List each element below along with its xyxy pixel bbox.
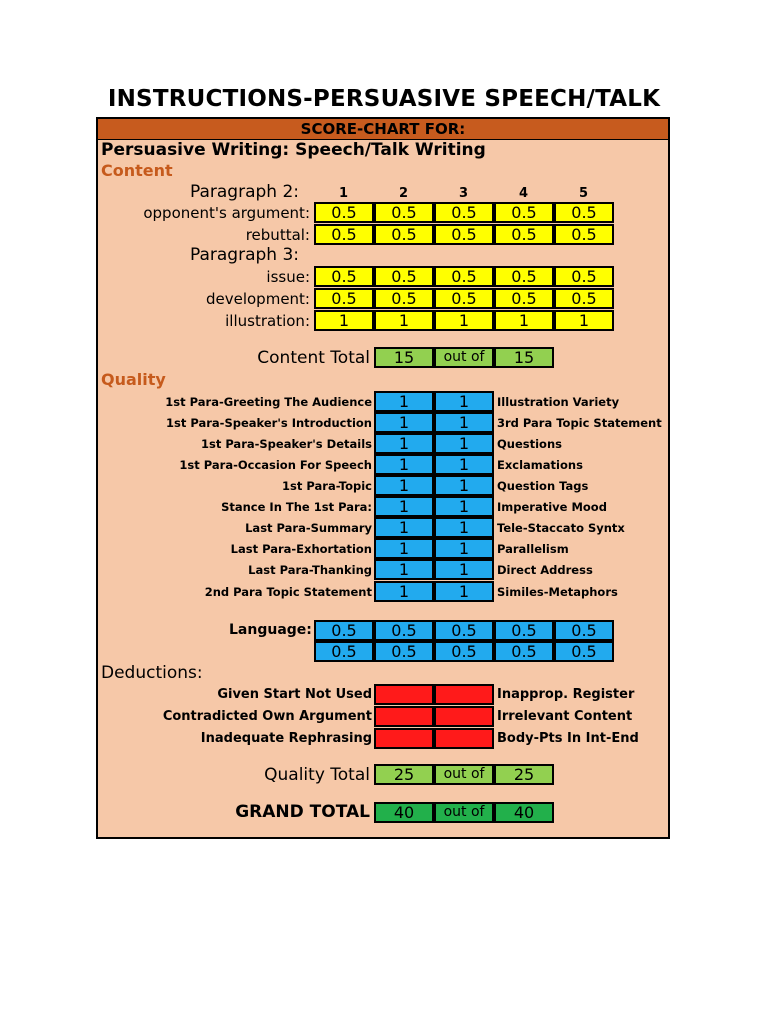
development-label: development: [205, 290, 310, 308]
quality-total-out-of: out of [434, 764, 494, 785]
quality-score-cell: 1 [374, 517, 434, 538]
quality-criterion-label: Exclamations [497, 458, 583, 472]
deduction-criterion-label: Body-Pts In Int-End [497, 731, 639, 746]
deduction-criterion-label: Irrelevant Content [497, 709, 633, 724]
content-total-out-of: out of [434, 347, 494, 368]
rebuttal-cell: 0.5 [494, 224, 554, 245]
quality-total-label: Quality Total [264, 765, 370, 785]
rebuttal-cell: 0.5 [554, 224, 614, 245]
quality-criterion-label: Direct Address [497, 563, 593, 577]
score-chart-header: SCORE-CHART FOR: [98, 119, 668, 140]
content-total-max: 15 [494, 347, 554, 368]
quality-score-cell: 1 [434, 433, 494, 454]
quality-criterion-label: Questions [497, 437, 562, 451]
quality-criterion-label: 2nd Para Topic Statement [204, 585, 372, 599]
quality-score-cell: 1 [374, 454, 434, 475]
issue-label: issue: [266, 268, 310, 286]
quality-score-cell: 1 [434, 517, 494, 538]
quality-score-cell: 1 [374, 475, 434, 496]
chart-subtitle: Persuasive Writing: Speech/Talk Writing [101, 140, 486, 160]
quality-criterion-label: 1st Para-Speaker's Introduction [166, 416, 372, 430]
rebuttal-cell: 0.5 [374, 224, 434, 245]
issue-cell: 0.5 [374, 266, 434, 287]
illustration-cell: 1 [554, 310, 614, 331]
content-total-score: 15 [374, 347, 434, 368]
deduction-criterion-label: Inadequate Rephrasing [200, 731, 372, 746]
deduction-criterion-label: Given Start Not Used [217, 687, 372, 702]
deduction-criterion-label: Contradicted Own Argument [162, 709, 372, 724]
deduction-cell [434, 706, 494, 727]
quality-criterion-label: 1st Para-Greeting The Audience [165, 395, 372, 409]
development-cell: 0.5 [374, 288, 434, 309]
opponents-argument-cell: 0.5 [494, 202, 554, 223]
document-title: INSTRUCTIONS-PERSUASIVE SPEECH/TALK [107, 86, 661, 112]
language-cell: 0.5 [374, 620, 434, 641]
column-number-1: 1 [338, 186, 349, 201]
deduction-cell [374, 706, 434, 727]
quality-score-cell: 1 [434, 581, 494, 602]
language-cell: 0.5 [434, 620, 494, 641]
illustration-cell: 1 [314, 310, 374, 331]
quality-heading: Quality [101, 370, 166, 389]
quality-criterion-label: Similes-Metaphors [497, 585, 618, 599]
issue-cell: 0.5 [314, 266, 374, 287]
column-number-5: 5 [578, 186, 589, 201]
rebuttal-label: rebuttal: [245, 226, 310, 244]
quality-score-cell: 1 [434, 559, 494, 580]
column-number-4: 4 [518, 186, 529, 201]
opponents-argument-label: opponent's argument: [143, 204, 310, 222]
quality-criterion-label: 1st Para-Occasion For Speech [179, 458, 372, 472]
issue-cell: 0.5 [554, 266, 614, 287]
quality-criterion-label: 1st Para-Topic [282, 479, 372, 493]
quality-criterion-label: Last Para-Thanking [248, 563, 372, 577]
deduction-criterion-label: Inapprop. Register [497, 687, 635, 702]
quality-criterion-label: Tele-Staccato Syntx [497, 521, 625, 535]
deduction-cell [434, 728, 494, 749]
quality-score-cell: 1 [374, 433, 434, 454]
grand-total-max: 40 [494, 802, 554, 823]
paragraph3-label: Paragraph 3: [190, 245, 300, 265]
quality-criterion-label: Illustration Variety [497, 395, 620, 409]
quality-criterion-label: Question Tags [497, 479, 589, 493]
quality-score-cell: 1 [374, 538, 434, 559]
quality-score-cell: 1 [374, 581, 434, 602]
column-number-2: 2 [398, 186, 409, 201]
paragraph2-label: Paragraph 2: [190, 182, 300, 202]
opponents-argument-cell: 0.5 [434, 202, 494, 223]
illustration-label: illustration: [225, 312, 310, 330]
quality-score-cell: 1 [374, 391, 434, 412]
quality-score-cell: 1 [374, 496, 434, 517]
quality-criterion-label: Last Para-Exhortation [230, 542, 372, 556]
quality-criterion-label: Imperative Mood [497, 500, 607, 514]
opponents-argument-cell: 0.5 [554, 202, 614, 223]
quality-score-cell: 1 [434, 391, 494, 412]
quality-total-max: 25 [494, 764, 554, 785]
language-cell: 0.5 [554, 620, 614, 641]
rebuttal-cell: 0.5 [314, 224, 374, 245]
language-cell: 0.5 [494, 641, 554, 662]
quality-criterion-label: Last Para-Summary [245, 521, 372, 535]
grand-total-score: 40 [374, 802, 434, 823]
content-heading: Content [101, 161, 173, 180]
issue-cell: 0.5 [494, 266, 554, 287]
grand-total-out-of: out of [434, 802, 494, 823]
opponents-argument-cell: 0.5 [314, 202, 374, 223]
language-cell: 0.5 [374, 641, 434, 662]
deduction-cell [374, 684, 434, 705]
opponents-argument-cell: 0.5 [374, 202, 434, 223]
column-number-3: 3 [458, 186, 469, 201]
quality-score-cell: 1 [434, 454, 494, 475]
quality-total-score: 25 [374, 764, 434, 785]
development-cell: 0.5 [494, 288, 554, 309]
deduction-cell [374, 728, 434, 749]
quality-criterion-label: Stance In The 1st Para: [221, 500, 372, 514]
quality-score-cell: 1 [434, 475, 494, 496]
quality-score-cell: 1 [434, 412, 494, 433]
quality-score-cell: 1 [434, 538, 494, 559]
illustration-cell: 1 [494, 310, 554, 331]
development-cell: 0.5 [434, 288, 494, 309]
quality-score-cell: 1 [374, 559, 434, 580]
language-cell: 0.5 [314, 641, 374, 662]
language-cell: 0.5 [434, 641, 494, 662]
quality-score-cell: 1 [434, 496, 494, 517]
development-cell: 0.5 [554, 288, 614, 309]
language-cell: 0.5 [494, 620, 554, 641]
development-cell: 0.5 [314, 288, 374, 309]
illustration-cell: 1 [374, 310, 434, 331]
language-cell: 0.5 [554, 641, 614, 662]
issue-cell: 0.5 [434, 266, 494, 287]
language-cell: 0.5 [314, 620, 374, 641]
deductions-heading: Deductions: [101, 663, 203, 683]
quality-criterion-label: 3rd Para Topic Statement [497, 416, 662, 430]
illustration-cell: 1 [434, 310, 494, 331]
content-total-label: Content Total [257, 348, 370, 368]
quality-criterion-label: 1st Para-Speaker's Details [200, 437, 372, 451]
quality-score-cell: 1 [374, 412, 434, 433]
language-label: Language: [229, 622, 312, 638]
quality-criterion-label: Parallelism [497, 542, 569, 556]
deduction-cell [434, 684, 494, 705]
grand-total-label: GRAND TOTAL [235, 802, 370, 822]
rebuttal-cell: 0.5 [434, 224, 494, 245]
